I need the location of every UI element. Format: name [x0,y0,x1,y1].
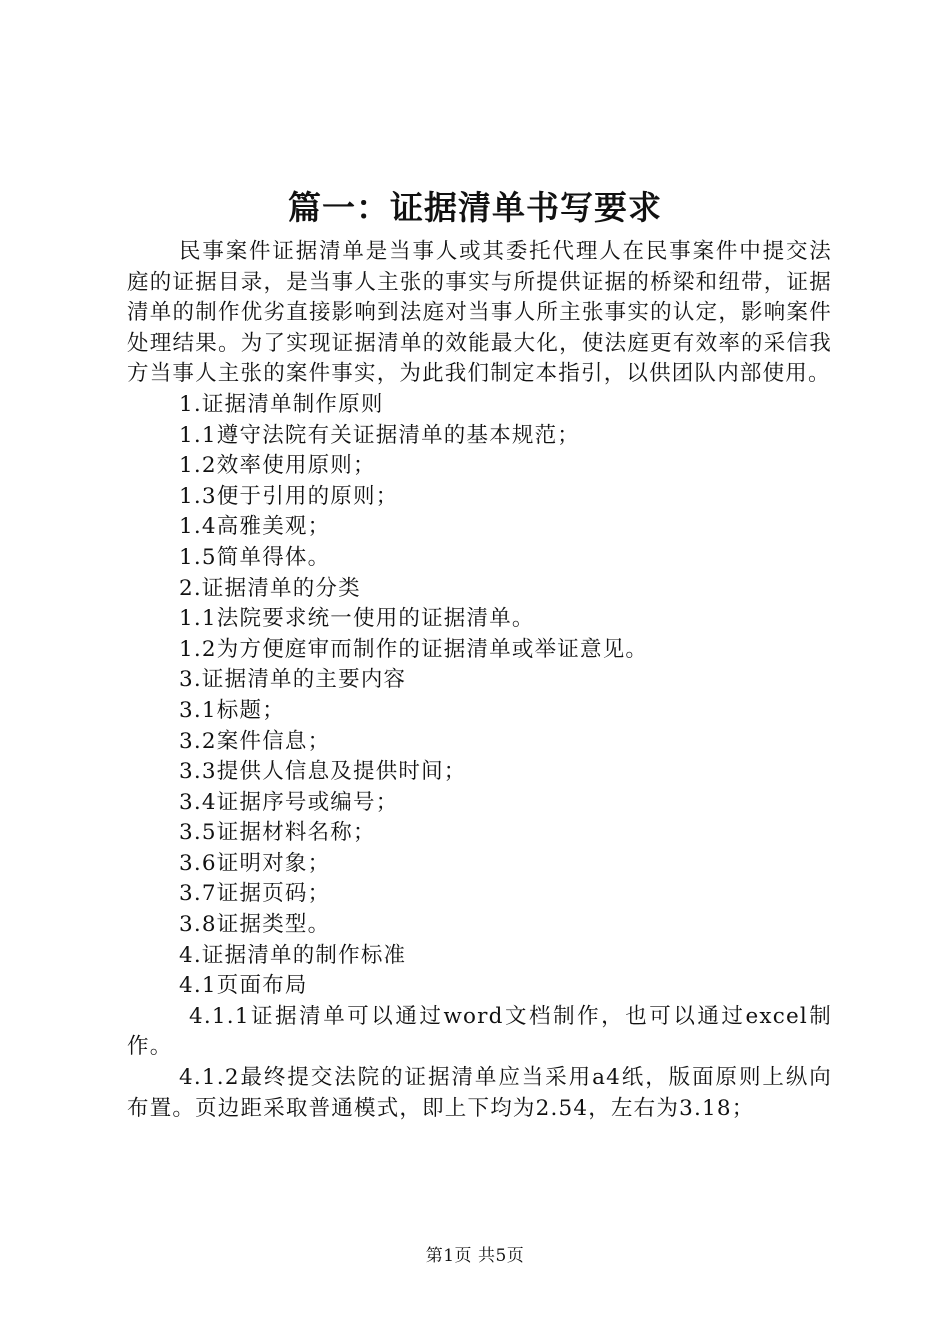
list-item: 3.6证明对象； [179,850,331,876]
page-footer: 第1页 共5页 [425,1246,525,1266]
list-item: 1.4高雅美观； [179,514,331,540]
paragraph-4-1-2: 4.1.2最终提交法院的证据清单应当采用a4纸，版面原则上纵向布置。页边距采取普通模式，即上下均为2.54，左右为3.18； [127,1065,832,1121]
list-item: 3.5证据材料名称； [179,820,376,846]
document-title: 篇一：证据清单书写要求 [288,188,662,227]
list-item: 3.证据清单的主要内容 [179,667,407,693]
list-item: 3.2案件信息； [179,728,331,754]
list-item: 4.1页面布局 [179,973,308,999]
list-item: 3.8证据类型。 [179,912,331,938]
list-item: 2.证据清单的分类 [179,575,361,601]
list-item: 3.4证据序号或编号； [179,789,399,815]
list-item: 1.5简单得体。 [179,544,331,570]
list-item: 3.7证据页码； [179,881,331,907]
list-item: 1.1法院要求统一使用的证据清单。 [179,606,535,632]
section-list [127,390,832,1002]
list-item: 3.1标题； [179,697,285,723]
paragraph-4-1-1: 4.1.1证据清单可以通过word文档制作，也可以通过excel制作。 [127,1003,832,1060]
list-item: 4.证据清单的制作标准 [179,942,407,968]
list-item: 1.1遵守法院有关证据清单的基本规范； [179,422,580,448]
list-item: 1.2效率使用原则； [179,453,376,479]
list-item: 1.3便于引用的原则； [179,483,399,509]
document-body [127,237,832,1124]
intro-paragraph: 民事案件证据清单是当事人或其委托代理人在民事案件中提交法庭的证据目录，是当事人主张的事实与所提供证据的桥梁和纽带，证据清单的制作优劣直接影响到法庭对当事人所主张事实的认定，影响案件处理结果。为了实现证据清单的效能最大化，使法庭更有效率的采信我方当事人主张的案件事实，为此我们制定本指引，以供团队内部使用。 [127,239,832,387]
list-item: 1.2为方便庭审而制作的证据清单或举证意见。 [179,636,649,662]
list-item: 1.证据清单制作原则 [179,391,384,417]
list-item: 3.3提供人信息及提供时间； [179,759,467,785]
